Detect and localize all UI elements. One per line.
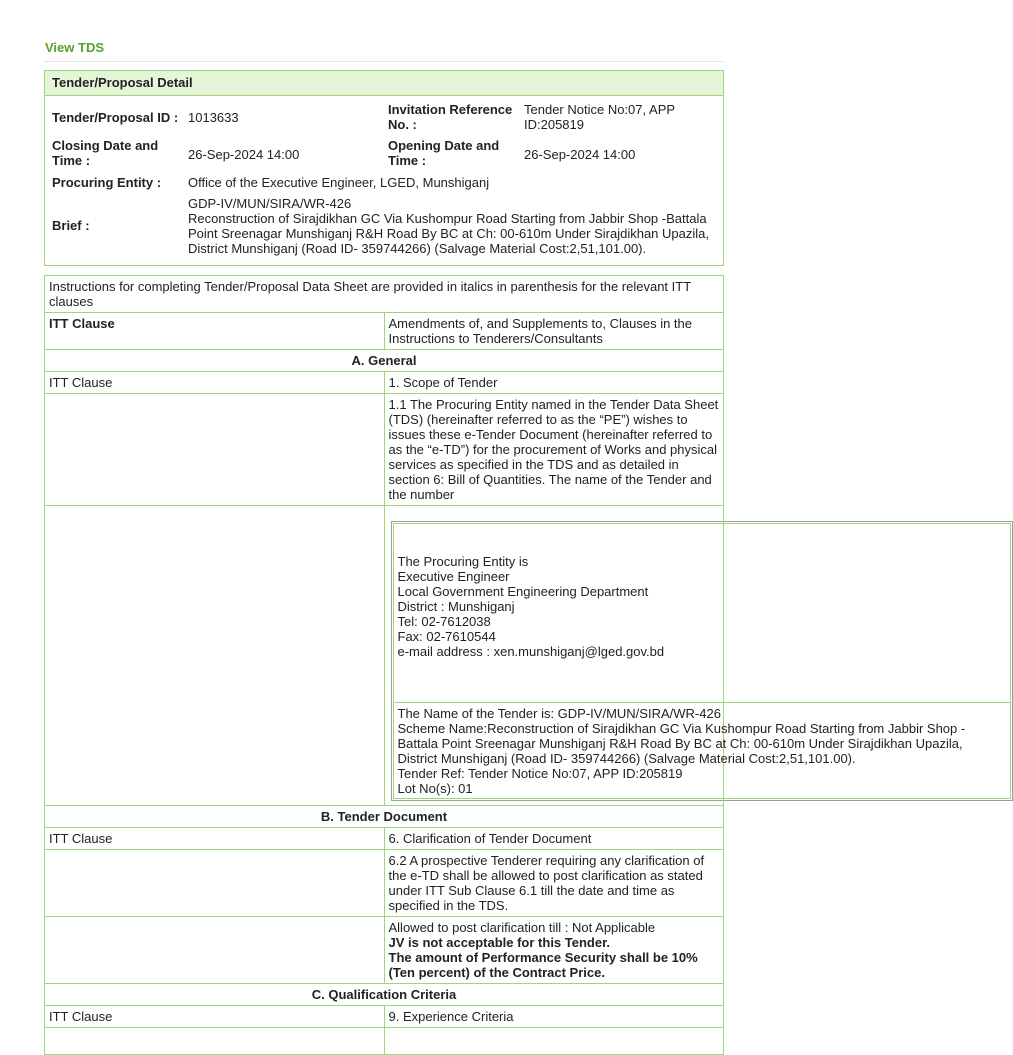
opening-label-line2: Time : — [388, 153, 427, 168]
tds-table — [44, 275, 966, 1055]
jv-notice: JV is not acceptable for this Tender. — [388, 935, 611, 950]
empty-cell — [45, 850, 385, 917]
empty-cell — [45, 917, 385, 984]
pe-line: Executive Engineer — [397, 569, 510, 584]
section-c-heading: C. Qualification Criteria — [45, 984, 724, 1006]
procuring-entity-label: Procuring Entity : — [52, 175, 162, 190]
opening-date-value: 26-Sep-2024 14:00 — [524, 147, 636, 162]
tender-name-line: Tender Ref: Tender Notice No:07, APP ID:205819 — [397, 766, 683, 781]
title-divider — [44, 61, 724, 62]
brief-line: Reconstruction of Sirajdikhan GC Via Kushompur Road Starting from Jabbir Shop -Battala — [188, 211, 707, 226]
clause-1-1-text: 1.1 The Procuring Entity named in the Tender Data Sheet (TDS) (hereinafter referred to as the “PE”) wishes to issues these e-Tender Document (hereinafter referred to as the “e-TD”) for the procurement of Works and physical services as specified in the TDS and as detailed in section 6: Bill of Quantities. The name of the Tender and the number — [384, 394, 724, 506]
table-row — [45, 828, 724, 850]
brief-value — [188, 196, 709, 256]
instructions-text: Instructions for completing Tender/Proposal Data Sheet are provided in italics in parenthesis for the relevant ITT clauses — [45, 276, 724, 313]
brief-line: Point Sreenagar Munshiganj R&H Road By BC at Ch: 00-610m Under Sirajdikhan Upazila, — [188, 226, 709, 241]
section-b-heading: B. Tender Document — [45, 806, 724, 828]
page-title: View TDS — [45, 40, 105, 55]
closing-label-line1: Closing Date and — [52, 138, 159, 153]
procuring-entity-box — [393, 523, 1011, 703]
amendments-header: Amendments of, and Supplements to, Clauses in the Instructions to Tenderers/Consultants — [384, 313, 724, 350]
tender-detail-panel — [44, 70, 724, 266]
table-row — [45, 506, 724, 806]
closing-date-value: 26-Sep-2024 14:00 — [188, 147, 300, 162]
table-row — [45, 372, 724, 394]
tender-info-box — [391, 521, 1013, 801]
table-row — [45, 350, 724, 372]
invitation-value-line1: Tender Notice No:07, APP — [524, 102, 676, 117]
table-row — [45, 917, 724, 984]
pe-line: e-mail address : xen.munshiganj@lged.gov.bd — [397, 644, 665, 659]
invitation-value-line2: ID:205819 — [524, 117, 584, 132]
invitation-label — [388, 102, 512, 132]
performance-security-notice: The amount of Performance Security shall be 10% (Ten percent) of the Contract Price. — [388, 950, 698, 980]
invitation-label-line2: No. : — [388, 117, 417, 132]
invitation-value — [524, 102, 675, 132]
table-row — [45, 806, 724, 828]
itt-clause-header: ITT Clause — [45, 313, 385, 350]
table-row — [45, 984, 724, 1006]
brief-label: Brief : — [52, 218, 90, 233]
scope-of-tender: 1. Scope of Tender — [384, 372, 724, 394]
panel-header: Tender/Proposal Detail — [45, 71, 723, 96]
tender-name-line: The Name of the Tender is: GDP-IV/MUN/SIRA/WR-426 — [397, 706, 721, 721]
pe-line: District : Munshiganj — [397, 599, 515, 614]
table-row — [45, 313, 724, 350]
pe-line: The Procuring Entity is — [397, 554, 529, 569]
tender-info-cell — [384, 506, 966, 806]
pe-line: Tel: 02-7612038 — [397, 614, 491, 629]
brief-line: District Munshiganj (Road ID- 359744266) (Salvage Material Cost:2,51,101.00). — [188, 241, 647, 256]
brief-line: GDP-IV/MUN/SIRA/WR-426 — [188, 196, 352, 211]
procuring-entity-value: Office of the Executive Engineer, LGED, Munshiganj — [188, 175, 490, 190]
itt-clause-label: ITT Clause — [45, 372, 385, 394]
tender-id-label: Tender/Proposal ID : — [52, 110, 179, 125]
pe-line: Fax: 02-7610544 — [397, 629, 496, 644]
opening-date-label — [388, 138, 499, 168]
tender-name-box — [393, 703, 1011, 799]
table-row — [45, 276, 724, 313]
section-a-heading: A. General — [45, 350, 724, 372]
itt-clause-label: ITT Clause — [45, 1006, 385, 1028]
empty-cell — [384, 1028, 724, 1055]
closing-date-label — [52, 138, 158, 168]
pe-line: Local Government Engineering Department — [397, 584, 649, 599]
invitation-label-line1: Invitation Reference — [388, 102, 513, 117]
table-row — [45, 850, 724, 917]
opening-label-line1: Opening Date and — [388, 138, 500, 153]
table-row — [45, 394, 724, 506]
clarification-details — [384, 917, 724, 984]
experience-criteria: 9. Experience Criteria — [384, 1006, 724, 1028]
tender-id-value: 1013633 — [188, 110, 239, 125]
clause-6-2-text: 6.2 A prospective Tenderer requiring any clarification of the e-TD shall be allowed to post clarification as stated under ITT Sub Clause 6.1 till the date and time as specified in the TDS. — [384, 850, 724, 917]
closing-label-line2: Time : — [52, 153, 91, 168]
empty-cell — [45, 506, 385, 806]
empty-cell — [45, 394, 385, 506]
tender-name-line: Scheme Name:Reconstruction of Sirajdikhan GC Via Kushompur Road Starting from Jabbir Shop -Battala Point Sreenagar Munshiganj R&H Road By BC at Ch: 00-610m Under Sirajdikhan Upazila, District Munshiganj (Road ID- 359744266) (Salvage Material Cost:2,51,101.00). — [397, 721, 966, 766]
clarification-heading: 6. Clarification of Tender Document — [384, 828, 724, 850]
table-row — [45, 1006, 724, 1028]
itt-clause-label: ITT Clause — [45, 828, 385, 850]
allowed-clarification: Allowed to post clarification till : Not Applicable — [388, 920, 656, 935]
empty-cell — [45, 1028, 385, 1055]
tender-name-line: Lot No(s): 01 — [397, 781, 473, 796]
table-row — [45, 1028, 724, 1055]
